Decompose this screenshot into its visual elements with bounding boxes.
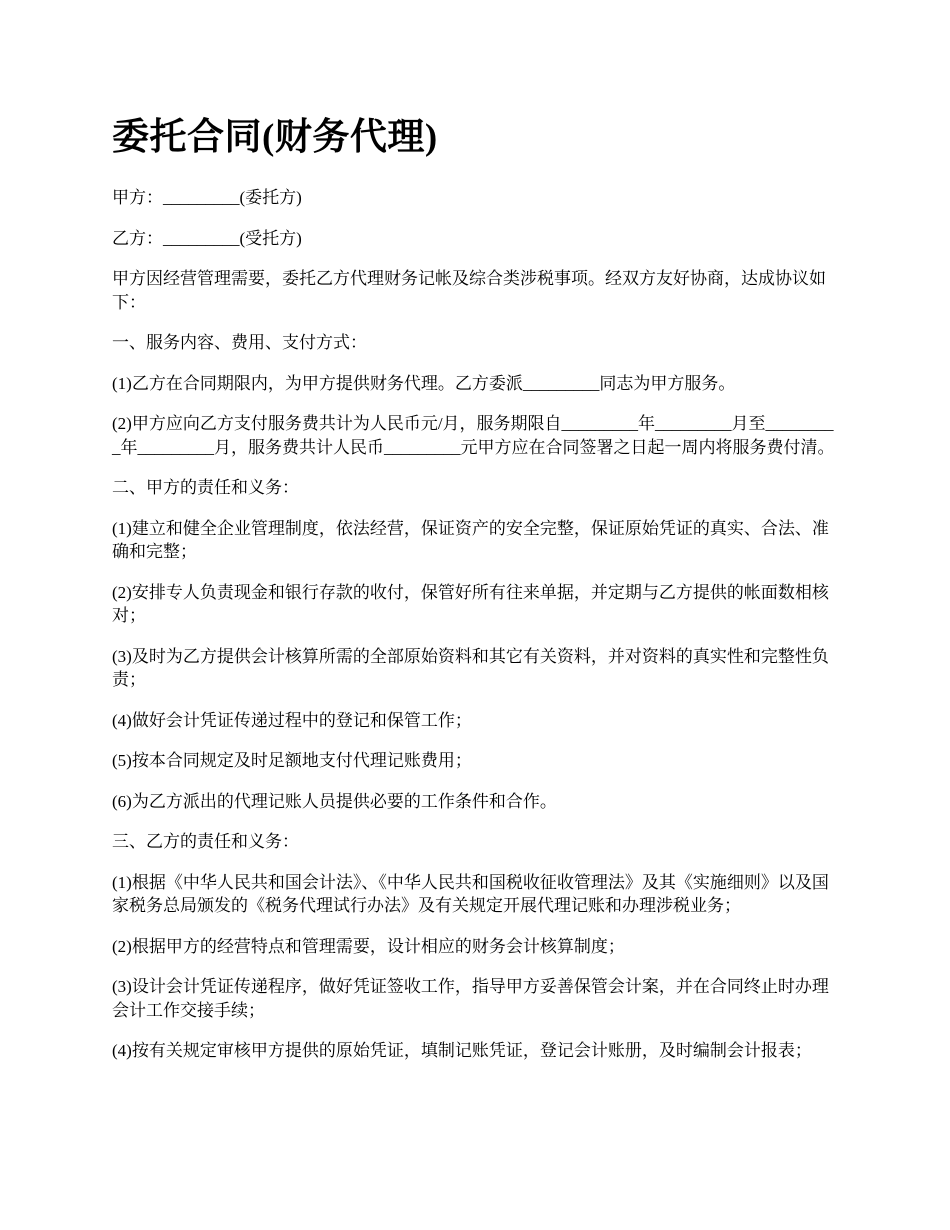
section-heading-2: 二、甲方的责任和义务： bbox=[112, 478, 299, 497]
party-b-line: 乙方：_________(受托方) bbox=[112, 228, 302, 248]
clause-2-3: (3)及时为乙方提供会计核算所需的全部原始资料和其它有关资料，并对资料的真实性和完整性负责； bbox=[112, 646, 829, 689]
document-page bbox=[112, 108, 842, 1080]
clause-1-1: (1)乙方在合同期限内，为甲方提供财务代理。乙方委派_________同志为甲方服务。 bbox=[112, 373, 736, 393]
section-heading-3: 三、乙方的责任和义务： bbox=[112, 832, 299, 851]
clause-3-1: (1)根据《中华人民共和国会计法》、《中华人民共和国税收征收管理法》及其《实施细则》以及国家税务总局颁发的《税务代理试行办法》及有关规定开展代理记账和办理涉税业务； bbox=[112, 872, 829, 915]
clause-3-2: (2)根据甲方的经营特点和管理需要，设计相应的财务会计核算制度； bbox=[112, 936, 625, 956]
preamble-paragraph: 甲方因经营管理需要，委托乙方代理财务记帐及综合类涉税事项。经双方友好协商，达成协议如下： bbox=[112, 269, 826, 312]
clause-1-2: (2)甲方应向乙方支付服务费共计为人民币元/月，服务期限自_________年_________月至_________年_________月，服务费共计人民币_________元甲方应在合同签署之日起一周内将服务费付清。 bbox=[112, 414, 835, 457]
clause-2-2: (2)安排专人负责现金和银行存款的收付，保管好所有往来单据，并定期与乙方提供的帐面数相核对； bbox=[112, 582, 829, 625]
party-a-line: 甲方：_________(委托方) bbox=[112, 188, 302, 207]
document-title: 委托合同(财务代理) bbox=[112, 117, 438, 158]
clause-2-1: (1)建立和健全企业管理制度，依法经营，保证资产的安全完整，保证原始凭证的真实、合法、准确和完整； bbox=[112, 518, 829, 561]
clause-2-6: (6)为乙方派出的代理记账人员提供必要的工作条件和合作。 bbox=[112, 791, 557, 811]
clause-2-4: (4)做好会计凭证传递过程中的登记和保管工作； bbox=[112, 710, 472, 730]
clause-3-4: (4)按有关规定审核甲方提供的原始凭证，填制记账凭证，登记会计账册，及时编制会计报表； bbox=[112, 1041, 812, 1060]
section-heading-1: 一、服务内容、费用、支付方式： bbox=[112, 333, 367, 352]
clause-3-3: (3)设计会计凭证传递程序，做好凭证签收工作，指导甲方妥善保管会计案，并在合同终止时办理会计工作交接手续； bbox=[112, 977, 829, 1020]
clause-2-5: (5)按本合同规定及时足额地支付代理记账费用； bbox=[112, 751, 472, 770]
